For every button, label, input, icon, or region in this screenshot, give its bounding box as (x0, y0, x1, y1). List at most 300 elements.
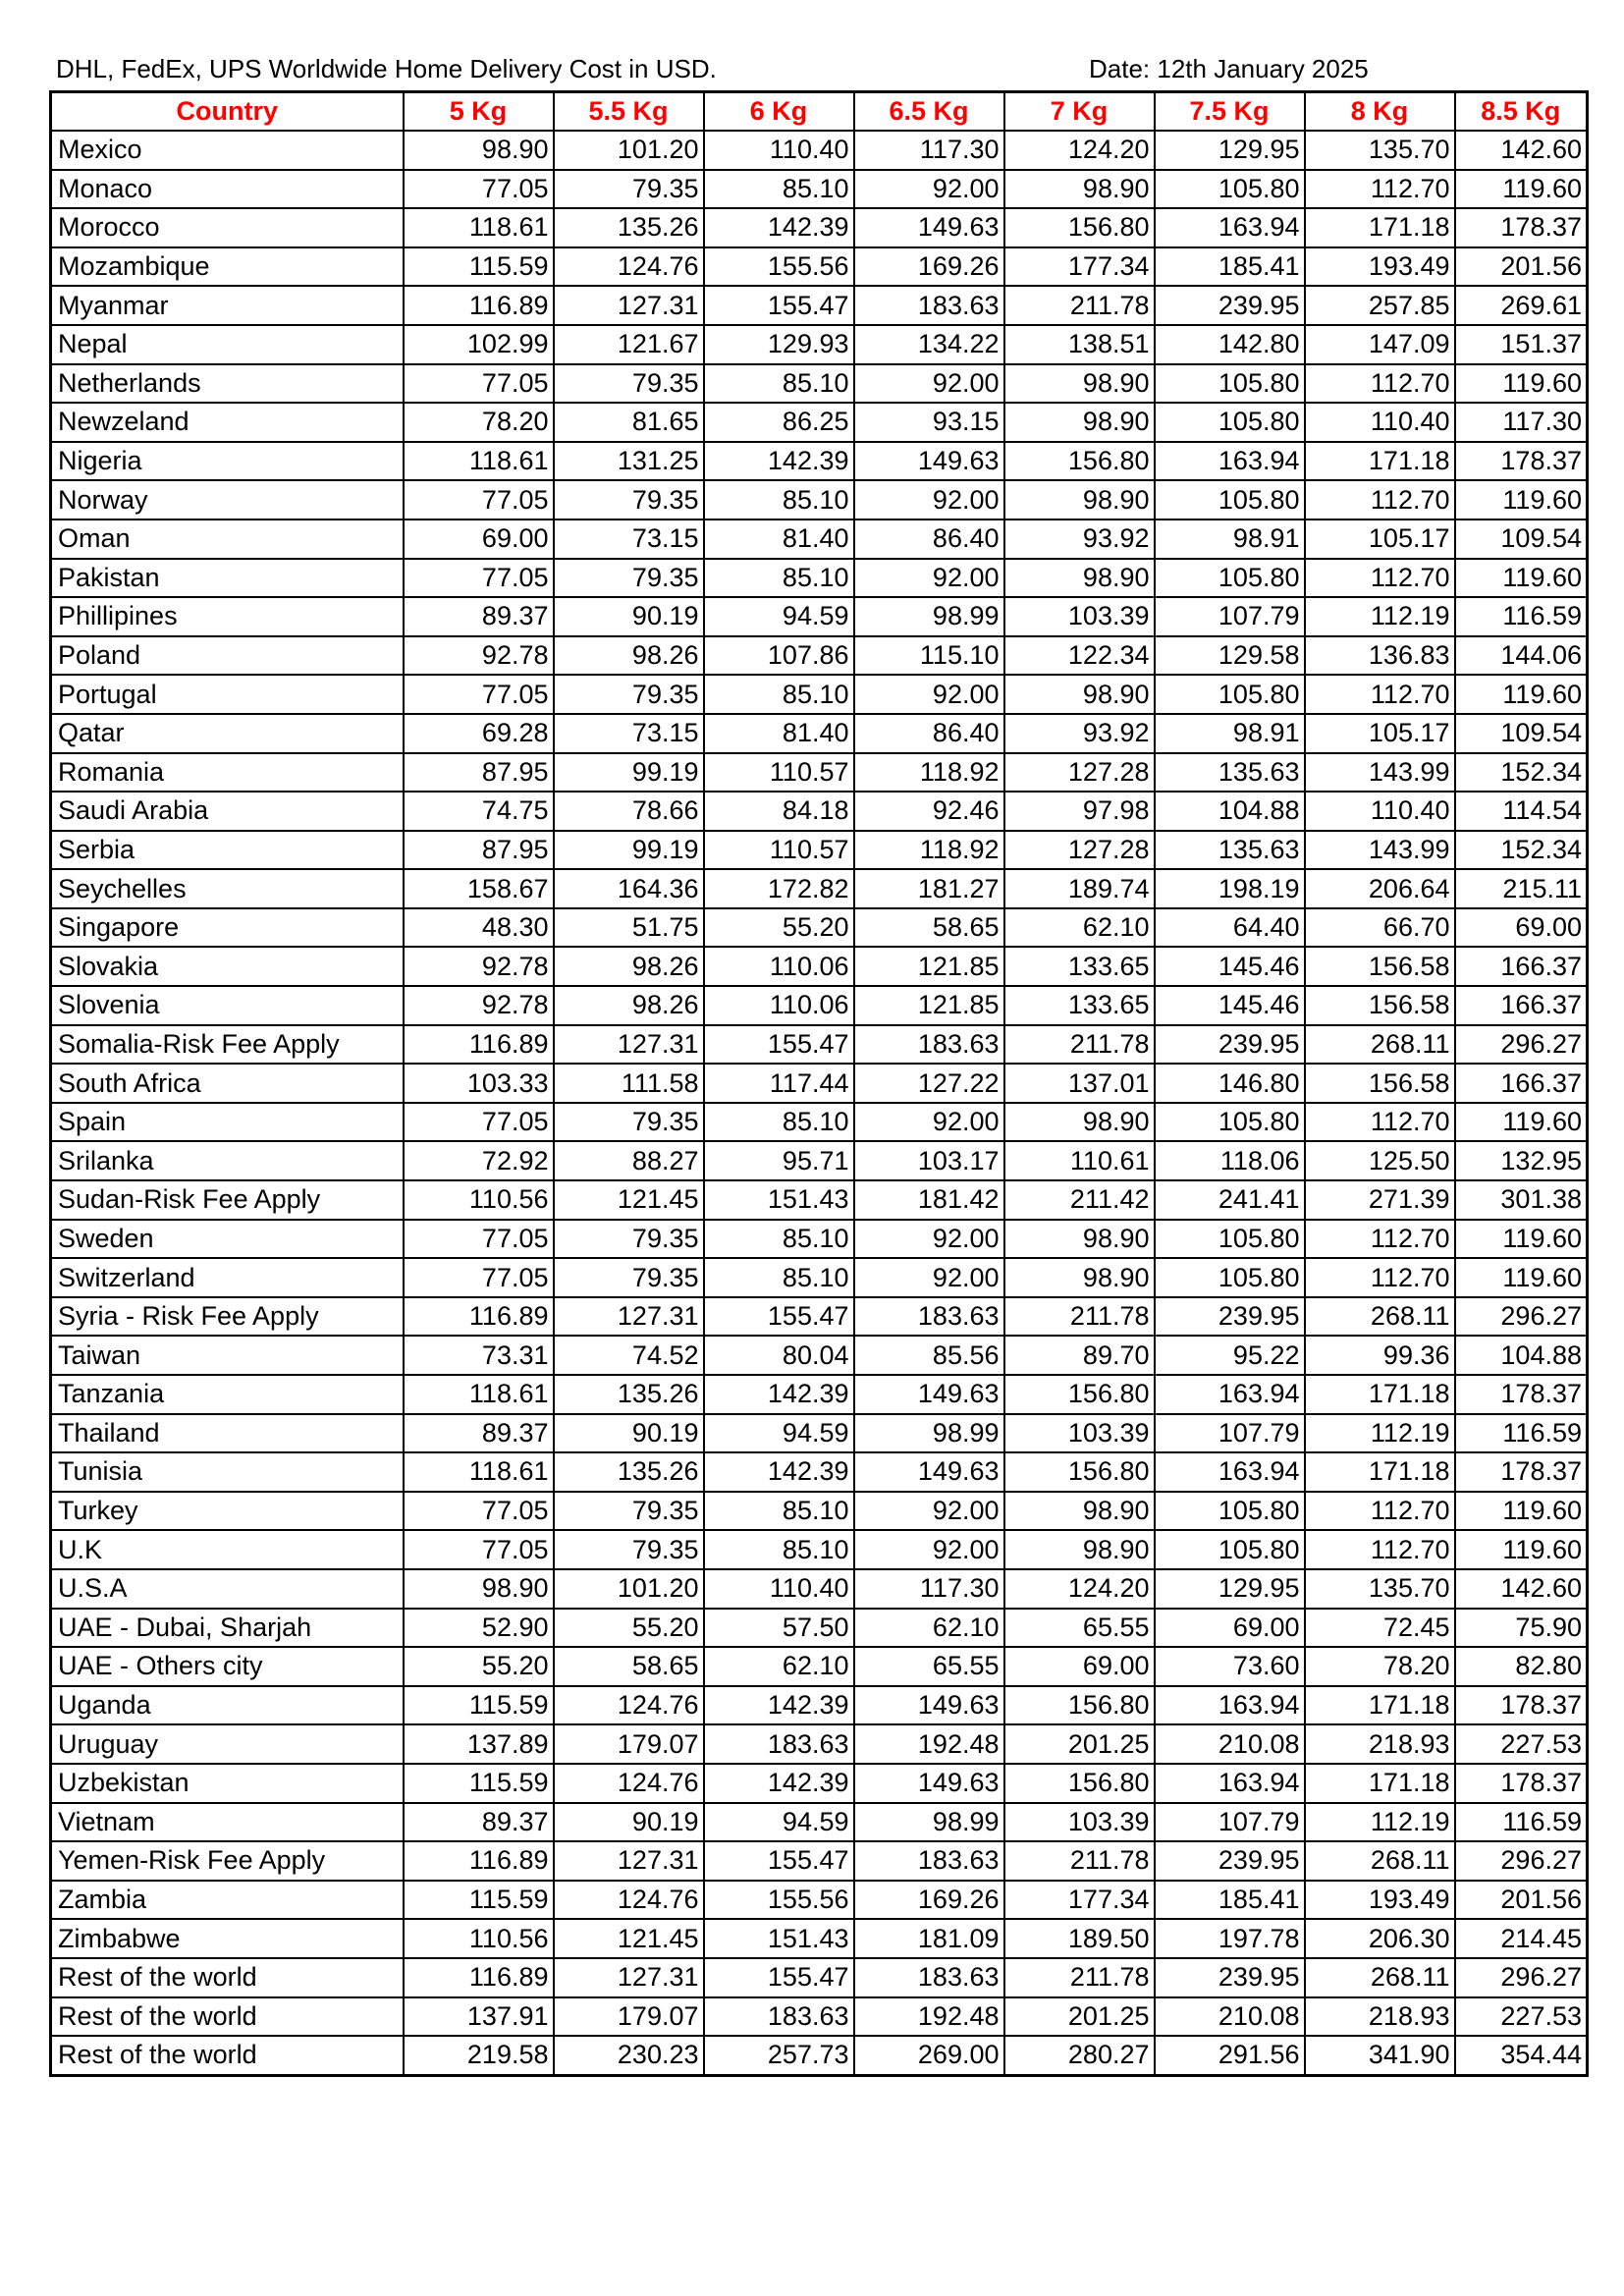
document-header (56, 51, 1588, 86)
document-date: Date: 12th January 2025 (1089, 54, 1369, 83)
cost-cell: 115.10 (854, 636, 1004, 676)
cost-cell: 169.26 (854, 247, 1004, 287)
country-cell: Poland (51, 636, 404, 676)
cost-cell: 124.76 (554, 1764, 704, 1803)
table-row (51, 636, 1588, 676)
cost-cell: 296.27 (1455, 1025, 1588, 1065)
delivery-cost-table (49, 90, 1589, 2077)
cost-cell: 110.56 (404, 1180, 554, 1220)
table-row (51, 1492, 1588, 1531)
cost-cell: 127.31 (554, 1297, 704, 1337)
cost-cell: 92.78 (404, 947, 554, 986)
cost-cell: 149.63 (854, 442, 1004, 481)
column-header-weight: 7 Kg (1004, 92, 1155, 132)
cost-cell: 87.95 (404, 753, 554, 793)
cost-cell: 58.65 (554, 1647, 704, 1686)
cost-cell: 119.60 (1455, 559, 1588, 598)
cost-cell: 117.30 (1455, 403, 1588, 442)
cost-cell: 227.53 (1455, 1997, 1588, 2037)
table-row (51, 170, 1588, 209)
table-row (51, 1103, 1588, 1142)
cost-cell: 77.05 (404, 559, 554, 598)
cost-cell: 201.56 (1455, 247, 1588, 287)
column-header-weight: 8.5 Kg (1455, 92, 1588, 132)
table-row (51, 1686, 1588, 1725)
table-row (51, 1375, 1588, 1414)
cost-cell: 135.70 (1305, 131, 1455, 170)
cost-cell: 90.19 (554, 1803, 704, 1842)
table-row (51, 403, 1588, 442)
cost-cell: 115.59 (404, 1764, 554, 1803)
cost-cell: 73.15 (554, 714, 704, 753)
country-cell: Singapore (51, 908, 404, 948)
cost-cell: 118.61 (404, 208, 554, 247)
cost-cell: 92.00 (854, 559, 1004, 598)
cost-cell: 81.40 (704, 714, 854, 753)
cost-cell: 118.61 (404, 1375, 554, 1414)
cost-cell: 52.90 (404, 1609, 554, 1648)
cost-cell: 110.40 (704, 131, 854, 170)
cost-cell: 74.75 (404, 792, 554, 831)
cost-cell: 78.66 (554, 792, 704, 831)
cost-cell: 115.59 (404, 1881, 554, 1920)
cost-cell: 156.80 (1004, 442, 1155, 481)
cost-cell: 105.80 (1155, 1492, 1305, 1531)
cost-cell: 156.80 (1004, 1764, 1155, 1803)
cost-cell: 118.92 (854, 831, 1004, 870)
column-header-weight: 5 Kg (404, 92, 554, 132)
cost-cell: 112.70 (1305, 559, 1455, 598)
cost-cell: 69.28 (404, 714, 554, 753)
cost-cell: 296.27 (1455, 1958, 1588, 1997)
cost-cell: 92.78 (404, 636, 554, 676)
cost-cell: 112.70 (1305, 1258, 1455, 1297)
table-row (51, 1724, 1588, 1764)
cost-cell: 171.18 (1305, 208, 1455, 247)
cost-cell: 98.26 (554, 947, 704, 986)
cost-cell: 149.63 (854, 1686, 1004, 1725)
cost-cell: 149.63 (854, 1452, 1004, 1492)
country-cell: Mozambique (51, 247, 404, 287)
cost-cell: 77.05 (404, 1258, 554, 1297)
cost-cell: 105.80 (1155, 1258, 1305, 1297)
cost-cell: 129.95 (1155, 131, 1305, 170)
cost-cell: 85.56 (854, 1336, 1004, 1375)
table-body (51, 131, 1588, 2075)
cost-cell: 119.60 (1455, 1530, 1588, 1569)
cost-cell: 92.78 (404, 986, 554, 1025)
cost-cell: 62.10 (704, 1647, 854, 1686)
cost-cell: 112.70 (1305, 170, 1455, 209)
cost-cell: 171.18 (1305, 442, 1455, 481)
cost-cell: 269.00 (854, 2036, 1004, 2075)
cost-cell: 151.43 (704, 1919, 854, 1958)
cost-cell: 85.10 (704, 675, 854, 714)
country-cell: U.K (51, 1530, 404, 1569)
cost-cell: 145.46 (1155, 986, 1305, 1025)
cost-cell: 145.46 (1155, 947, 1305, 986)
cost-cell: 152.34 (1455, 753, 1588, 793)
cost-cell: 206.30 (1305, 1919, 1455, 1958)
cost-cell: 163.94 (1155, 208, 1305, 247)
cost-cell: 98.90 (1004, 364, 1155, 404)
cost-cell: 86.40 (854, 714, 1004, 753)
cost-cell: 98.90 (1004, 480, 1155, 519)
cost-cell: 239.95 (1155, 1958, 1305, 1997)
country-cell: Myanmar (51, 286, 404, 325)
cost-cell: 155.56 (704, 1881, 854, 1920)
cost-cell: 79.35 (554, 170, 704, 209)
country-cell: Turkey (51, 1492, 404, 1531)
cost-cell: 116.89 (404, 1958, 554, 1997)
cost-cell: 133.65 (1004, 986, 1155, 1025)
cost-cell: 110.06 (704, 947, 854, 986)
cost-cell: 103.39 (1004, 597, 1155, 636)
table-row (51, 480, 1588, 519)
cost-cell: 143.99 (1305, 831, 1455, 870)
cost-cell: 185.41 (1155, 1881, 1305, 1920)
cost-cell: 171.18 (1305, 1452, 1455, 1492)
cost-cell: 210.08 (1155, 1724, 1305, 1764)
cost-cell: 85.10 (704, 1530, 854, 1569)
cost-cell: 206.64 (1305, 869, 1455, 908)
table-row (51, 1258, 1588, 1297)
cost-cell: 149.63 (854, 208, 1004, 247)
cost-cell: 119.60 (1455, 364, 1588, 404)
cost-cell: 94.59 (704, 597, 854, 636)
table-row (51, 1841, 1588, 1881)
cost-cell: 103.39 (1004, 1803, 1155, 1842)
cost-cell: 79.35 (554, 1103, 704, 1142)
country-cell: Thailand (51, 1414, 404, 1453)
cost-cell: 77.05 (404, 170, 554, 209)
cost-cell: 112.19 (1305, 1803, 1455, 1842)
column-header-weight: 7.5 Kg (1155, 92, 1305, 132)
cost-cell: 92.00 (854, 1220, 1004, 1259)
cost-cell: 75.90 (1455, 1609, 1588, 1648)
column-header-weight: 6 Kg (704, 92, 854, 132)
cost-cell: 155.56 (704, 247, 854, 287)
cost-cell: 118.92 (854, 753, 1004, 793)
cost-cell: 115.59 (404, 247, 554, 287)
cost-cell: 112.70 (1305, 675, 1455, 714)
cost-cell: 137.91 (404, 1997, 554, 2037)
cost-cell: 155.47 (704, 1297, 854, 1337)
country-cell: Qatar (51, 714, 404, 753)
cost-cell: 201.25 (1004, 1997, 1155, 2037)
cost-cell: 107.79 (1155, 1803, 1305, 1842)
cost-cell: 115.59 (404, 1686, 554, 1725)
cost-cell: 77.05 (404, 480, 554, 519)
cost-cell: 354.44 (1455, 2036, 1588, 2075)
cost-cell: 183.63 (854, 1841, 1004, 1881)
cost-cell: 178.37 (1455, 1375, 1588, 1414)
cost-cell: 341.90 (1305, 2036, 1455, 2075)
cost-cell: 92.00 (854, 480, 1004, 519)
cost-cell: 152.34 (1455, 831, 1588, 870)
cost-cell: 98.90 (1004, 403, 1155, 442)
cost-cell: 69.00 (1455, 908, 1588, 948)
cost-cell: 86.40 (854, 519, 1004, 559)
cost-cell: 105.80 (1155, 480, 1305, 519)
cost-cell: 155.47 (704, 1958, 854, 1997)
column-header-weight: 5.5 Kg (554, 92, 704, 132)
table-row (51, 1764, 1588, 1803)
country-cell: Netherlands (51, 364, 404, 404)
cost-cell: 103.33 (404, 1064, 554, 1103)
cost-cell: 114.54 (1455, 792, 1588, 831)
cost-cell: 178.37 (1455, 442, 1588, 481)
cost-cell: 127.31 (554, 1958, 704, 1997)
table-row (51, 1336, 1588, 1375)
cost-cell: 142.39 (704, 1375, 854, 1414)
cost-cell: 137.89 (404, 1724, 554, 1764)
cost-cell: 142.60 (1455, 1569, 1588, 1609)
cost-cell: 79.35 (554, 1258, 704, 1297)
cost-cell: 69.00 (1155, 1609, 1305, 1648)
cost-cell: 198.19 (1155, 869, 1305, 908)
table-row (51, 1997, 1588, 2037)
cost-cell: 98.90 (1004, 1258, 1155, 1297)
cost-cell: 89.37 (404, 1803, 554, 1842)
cost-cell: 74.52 (554, 1336, 704, 1375)
country-cell: Somalia-Risk Fee Apply (51, 1025, 404, 1065)
cost-cell: 201.56 (1455, 1881, 1588, 1920)
country-cell: Slovakia (51, 947, 404, 986)
cost-cell: 171.18 (1305, 1686, 1455, 1725)
cost-cell: 127.28 (1004, 831, 1155, 870)
cost-cell: 73.60 (1155, 1647, 1305, 1686)
cost-cell: 105.80 (1155, 559, 1305, 598)
cost-cell: 201.25 (1004, 1724, 1155, 1764)
country-cell: Pakistan (51, 559, 404, 598)
country-cell: Nepal (51, 325, 404, 364)
cost-cell: 116.59 (1455, 1803, 1588, 1842)
cost-cell: 166.37 (1455, 947, 1588, 986)
cost-cell: 181.27 (854, 869, 1004, 908)
cost-cell: 58.65 (854, 908, 1004, 948)
cost-cell: 101.20 (554, 131, 704, 170)
cost-cell: 98.99 (854, 597, 1004, 636)
country-cell: Serbia (51, 831, 404, 870)
cost-cell: 127.22 (854, 1064, 1004, 1103)
cost-cell: 93.92 (1004, 519, 1155, 559)
cost-cell: 192.48 (854, 1997, 1004, 2037)
cost-cell: 111.58 (554, 1064, 704, 1103)
cost-cell: 178.37 (1455, 1686, 1588, 1725)
cost-cell: 156.80 (1004, 208, 1155, 247)
cost-cell: 98.90 (1004, 559, 1155, 598)
cost-cell: 135.63 (1155, 753, 1305, 793)
cost-cell: 64.40 (1155, 908, 1305, 948)
table-row (51, 1064, 1588, 1103)
cost-cell: 211.78 (1004, 1297, 1155, 1337)
cost-cell: 72.92 (404, 1141, 554, 1180)
country-cell: Taiwan (51, 1336, 404, 1375)
table-row (51, 597, 1588, 636)
cost-cell: 119.60 (1455, 1103, 1588, 1142)
country-cell: Uruguay (51, 1724, 404, 1764)
table-row (51, 208, 1588, 247)
cost-cell: 98.90 (1004, 170, 1155, 209)
country-cell: Rest of the world (51, 1958, 404, 1997)
cost-cell: 116.59 (1455, 597, 1588, 636)
cost-cell: 117.30 (854, 131, 1004, 170)
cost-cell: 112.70 (1305, 1220, 1455, 1259)
cost-cell: 105.80 (1155, 403, 1305, 442)
cost-cell: 142.60 (1455, 131, 1588, 170)
cost-cell: 189.50 (1004, 1919, 1155, 1958)
cost-cell: 102.99 (404, 325, 554, 364)
table-row (51, 908, 1588, 948)
cost-cell: 166.37 (1455, 1064, 1588, 1103)
cost-cell: 137.01 (1004, 1064, 1155, 1103)
cost-cell: 77.05 (404, 1103, 554, 1142)
cost-cell: 124.76 (554, 1881, 704, 1920)
cost-cell: 121.85 (854, 947, 1004, 986)
cost-cell: 151.43 (704, 1180, 854, 1220)
country-cell: Nigeria (51, 442, 404, 481)
cost-cell: 121.67 (554, 325, 704, 364)
cost-cell: 92.00 (854, 1530, 1004, 1569)
country-cell: Slovenia (51, 986, 404, 1025)
cost-cell: 119.60 (1455, 1220, 1588, 1259)
cost-cell: 155.47 (704, 286, 854, 325)
cost-cell: 280.27 (1004, 2036, 1155, 2075)
country-cell: Zimbabwe (51, 1919, 404, 1958)
cost-cell: 98.90 (404, 1569, 554, 1609)
cost-cell: 105.80 (1155, 675, 1305, 714)
cost-cell: 124.76 (554, 1686, 704, 1725)
cost-cell: 87.95 (404, 831, 554, 870)
cost-cell: 57.50 (704, 1609, 854, 1648)
cost-cell: 155.47 (704, 1025, 854, 1065)
cost-cell: 116.89 (404, 1297, 554, 1337)
cost-cell: 163.94 (1155, 1375, 1305, 1414)
table-row (51, 1881, 1588, 1920)
cost-cell: 94.59 (704, 1803, 854, 1842)
cost-cell: 142.80 (1155, 325, 1305, 364)
cost-cell: 98.90 (1004, 1530, 1155, 1569)
table-row (51, 1220, 1588, 1259)
cost-cell: 110.56 (404, 1919, 554, 1958)
cost-cell: 92.00 (854, 675, 1004, 714)
cost-cell: 177.34 (1004, 247, 1155, 287)
cost-cell: 77.05 (404, 1530, 554, 1569)
cost-cell: 135.63 (1155, 831, 1305, 870)
cost-cell: 110.40 (1305, 792, 1455, 831)
cost-cell: 103.39 (1004, 1414, 1155, 1453)
country-cell: Yemen-Risk Fee Apply (51, 1841, 404, 1881)
cost-cell: 103.17 (854, 1141, 1004, 1180)
cost-cell: 98.26 (554, 636, 704, 676)
cost-cell: 98.99 (854, 1803, 1004, 1842)
cost-cell: 142.39 (704, 442, 854, 481)
cost-cell: 79.35 (554, 364, 704, 404)
cost-cell: 211.78 (1004, 286, 1155, 325)
cost-cell: 133.65 (1004, 947, 1155, 986)
cost-cell: 211.78 (1004, 1958, 1155, 1997)
cost-cell: 214.45 (1455, 1919, 1588, 1958)
cost-cell: 62.10 (854, 1609, 1004, 1648)
cost-cell: 69.00 (404, 519, 554, 559)
cost-cell: 110.61 (1004, 1141, 1155, 1180)
cost-cell: 77.05 (404, 1492, 554, 1531)
country-cell: Mexico (51, 131, 404, 170)
cost-cell: 85.10 (704, 1220, 854, 1259)
cost-cell: 118.06 (1155, 1141, 1305, 1180)
cost-cell: 86.25 (704, 403, 854, 442)
cost-cell: 192.48 (854, 1724, 1004, 1764)
cost-cell: 136.83 (1305, 636, 1455, 676)
cost-cell: 151.37 (1455, 325, 1588, 364)
table-header-row (51, 92, 1588, 132)
cost-cell: 99.19 (554, 753, 704, 793)
cost-cell: 117.44 (704, 1064, 854, 1103)
cost-cell: 69.00 (1004, 1647, 1155, 1686)
cost-cell: 110.57 (704, 753, 854, 793)
cost-cell: 291.56 (1155, 2036, 1305, 2075)
cost-cell: 121.45 (554, 1180, 704, 1220)
cost-cell: 149.63 (854, 1764, 1004, 1803)
cost-cell: 127.31 (554, 286, 704, 325)
cost-cell: 117.30 (854, 1569, 1004, 1609)
cost-cell: 98.91 (1155, 519, 1305, 559)
cost-cell: 85.10 (704, 480, 854, 519)
cost-cell: 98.90 (1004, 1220, 1155, 1259)
cost-cell: 119.60 (1455, 1258, 1588, 1297)
country-cell: U.S.A (51, 1569, 404, 1609)
cost-cell: 79.35 (554, 1220, 704, 1259)
cost-cell: 98.90 (1004, 1492, 1155, 1531)
cost-cell: 230.23 (554, 2036, 704, 2075)
cost-cell: 80.04 (704, 1336, 854, 1375)
cost-cell: 124.20 (1004, 131, 1155, 170)
cost-cell: 48.30 (404, 908, 554, 948)
cost-cell: 121.85 (854, 986, 1004, 1025)
cost-cell: 185.41 (1155, 247, 1305, 287)
cost-cell: 296.27 (1455, 1297, 1588, 1337)
table-row (51, 1530, 1588, 1569)
cost-cell: 149.63 (854, 1375, 1004, 1414)
cost-cell: 51.75 (554, 908, 704, 948)
cost-cell: 81.65 (554, 403, 704, 442)
cost-cell: 210.08 (1155, 1997, 1305, 2037)
cost-cell: 156.80 (1004, 1452, 1155, 1492)
cost-cell: 92.00 (854, 364, 1004, 404)
country-cell: Spain (51, 1103, 404, 1142)
cost-cell: 127.31 (554, 1025, 704, 1065)
cost-cell: 62.10 (1004, 908, 1155, 948)
cost-cell: 89.37 (404, 597, 554, 636)
cost-cell: 98.99 (854, 1414, 1004, 1453)
cost-cell: 98.90 (1004, 1103, 1155, 1142)
table-row (51, 364, 1588, 404)
country-cell: Portugal (51, 675, 404, 714)
cost-cell: 82.80 (1455, 1647, 1588, 1686)
table-row (51, 2036, 1588, 2075)
table-row (51, 442, 1588, 481)
cost-cell: 73.15 (554, 519, 704, 559)
table-row (51, 1025, 1588, 1065)
cost-cell: 134.22 (854, 325, 1004, 364)
cost-cell: 164.36 (554, 869, 704, 908)
country-cell: Sudan-Risk Fee Apply (51, 1180, 404, 1220)
cost-cell: 183.63 (854, 1958, 1004, 1997)
country-cell: Seychelles (51, 869, 404, 908)
country-cell: UAE - Dubai, Sharjah (51, 1609, 404, 1648)
cost-cell: 98.90 (1004, 675, 1155, 714)
